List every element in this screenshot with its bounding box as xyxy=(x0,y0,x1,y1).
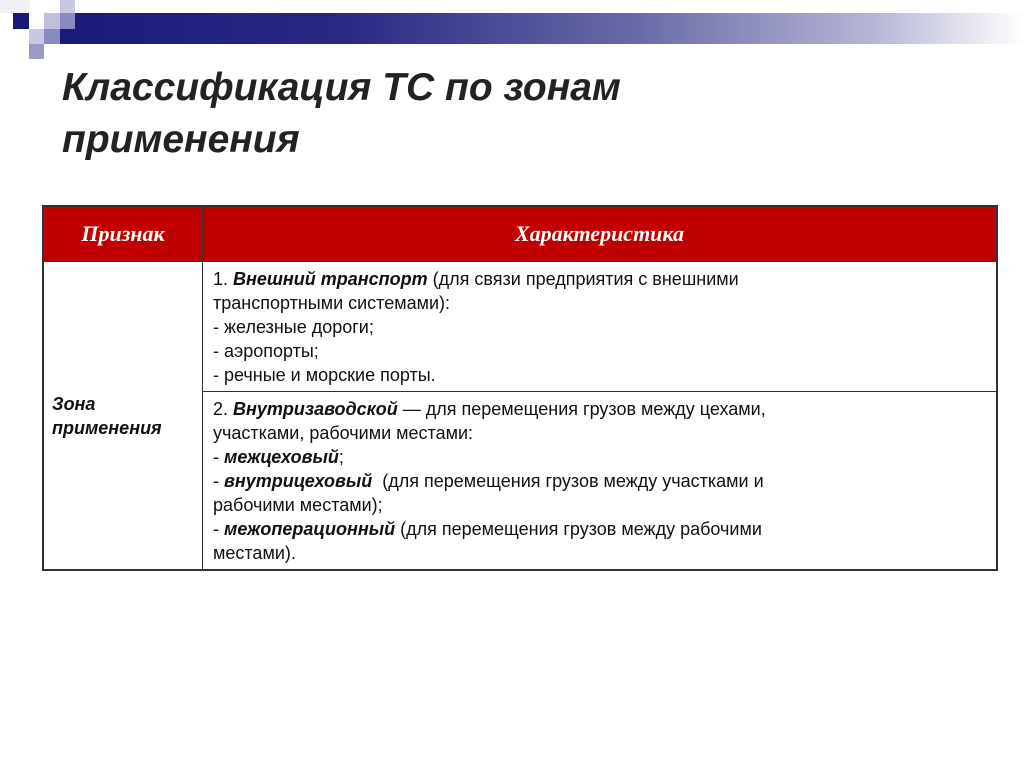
classification-table xyxy=(42,205,998,571)
desc-line: участками, рабочими местами: xyxy=(213,423,474,443)
desc-line: - межоперационный (для перемещения грузов между рабочими xyxy=(213,519,762,539)
title-line-2: применения xyxy=(62,118,300,161)
header-characteristic: Характеристика xyxy=(203,206,998,262)
desc-line: - аэропорты; xyxy=(213,341,319,361)
description-cell-external xyxy=(203,262,998,392)
desc-line: - речные и морские порты. xyxy=(213,365,436,385)
desc-line: 1. Внешний транспорт (для связи предприятия с внешними xyxy=(213,269,739,289)
deco-square xyxy=(60,13,75,29)
header-gradient-bar xyxy=(60,13,1024,44)
attribute-line: Зона xyxy=(52,393,96,414)
desc-line: 2. Внутризаводской — для перемещения грузов между цехами, xyxy=(213,399,766,419)
deco-square xyxy=(44,29,60,44)
table-row xyxy=(43,262,997,392)
deco-square xyxy=(44,13,60,29)
deco-square xyxy=(13,13,29,29)
title-line-1: Классификация ТС по зонам xyxy=(62,66,621,109)
desc-line: - железные дороги; xyxy=(213,317,374,337)
attribute-line: применения xyxy=(52,417,162,438)
desc-line: - внутрицеховый (для перемещения грузов между участками и xyxy=(213,471,764,491)
table-header-row xyxy=(43,206,997,262)
header-attribute: Признак xyxy=(43,206,203,262)
desc-line: местами). xyxy=(213,543,296,563)
deco-square xyxy=(29,29,44,44)
description-cell-internal xyxy=(203,392,998,571)
attribute-cell xyxy=(43,262,203,571)
deco-square xyxy=(0,0,30,13)
desc-line: - межцеховый; xyxy=(213,447,344,467)
deco-square xyxy=(29,44,44,59)
desc-line: транспортными системами): xyxy=(213,293,451,313)
desc-line: рабочими местами); xyxy=(213,495,383,515)
slide-title xyxy=(62,62,962,166)
